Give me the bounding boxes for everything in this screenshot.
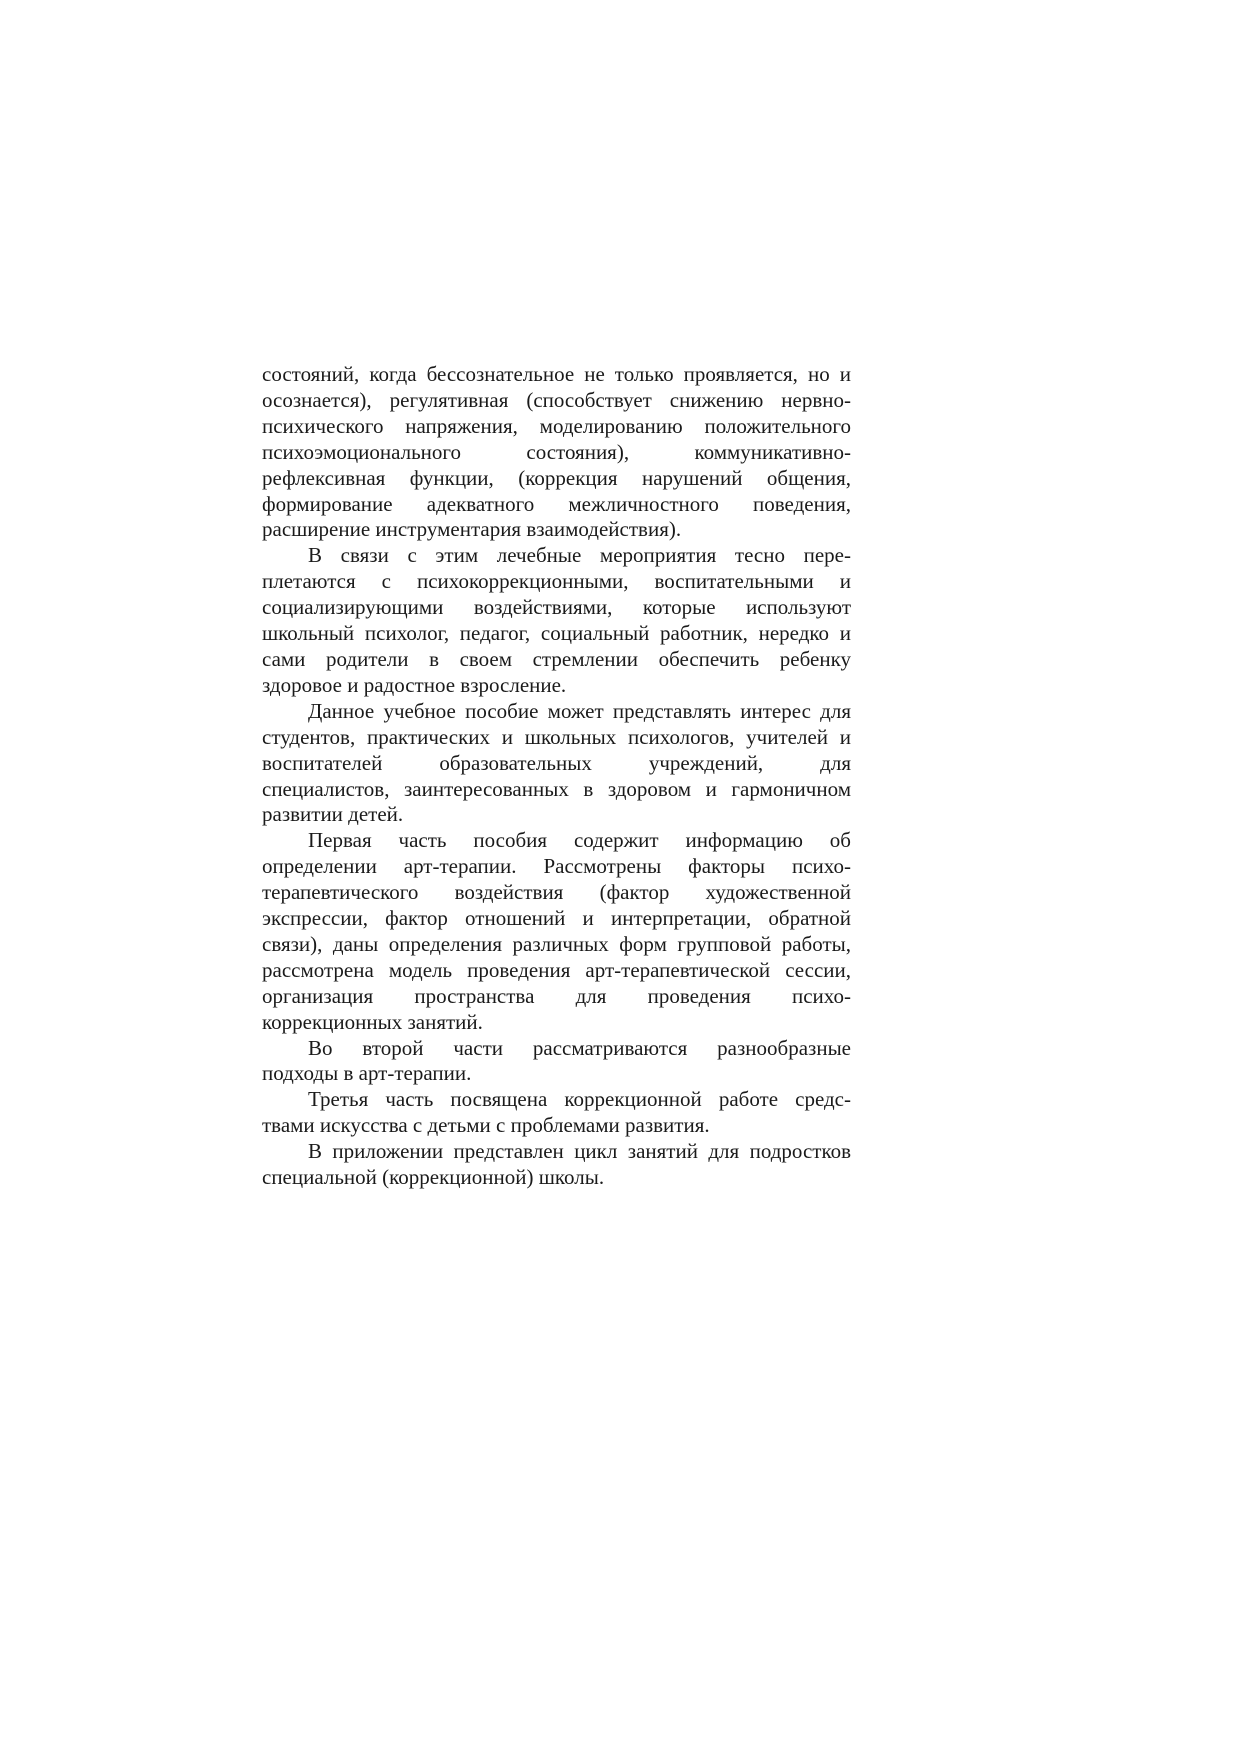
text-line: организация пространства для проведения психо- (262, 983, 851, 1008)
text-line: экспрессии, фактор отношений и интерпретации, обратной (262, 906, 851, 931)
text-line: воспитателей образовательных учреждений, для (262, 750, 851, 775)
text-line: школьный психолог, педагог, социальный работник, нередко и (262, 621, 851, 646)
text-line: Данное учебное пособие может представлять интерес для (308, 698, 851, 723)
text-line: Первая часть пособия содержит информацию об (308, 828, 851, 853)
text-line: расширение инструментария взаимодействия). (262, 517, 682, 542)
text-line: В приложении представлен цикл занятий для подростков (308, 1139, 851, 1164)
text-line: определении арт-терапии. Рассмотрены факторы психо- (262, 854, 851, 879)
text-line: связи), даны определения различных форм групповой работы, (262, 931, 851, 956)
text-line: сами родители в своем стремлении обеспечить ребенку (262, 646, 851, 671)
paragraph-6 (262, 1087, 851, 1139)
text-line: психоэмоционального состояния), коммуникативно- (262, 439, 851, 464)
text-line: здоровое и радостное взросление. (262, 672, 567, 697)
text-line: В связи с этим лечебные мероприятия тесно пере- (308, 543, 851, 568)
text-line: плетаются с психокоррекционными, воспитательными и (262, 569, 851, 594)
text-line: специальной (коррекционной) школы. (262, 1165, 605, 1190)
paragraph-7 (262, 1139, 851, 1191)
text-line: терапевтического воздействия (фактор художественной (262, 880, 851, 905)
text-line: Во второй части рассматриваются разнообразные (308, 1035, 851, 1060)
text-line: формирование адекватного межличностного поведения, (262, 491, 851, 516)
text-line: развитии детей. (262, 802, 404, 827)
body-text (262, 362, 851, 1191)
paragraph-4 (262, 828, 851, 1035)
text-line: специалистов, заинтересованных в здоровом и гармоничном (262, 776, 851, 801)
text-line: коррекционных занятий. (262, 1009, 483, 1034)
text-line: твами искусства с детьми с проблемами развития. (262, 1113, 710, 1138)
text-line: осознается), регулятивная (способствует снижению нервно- (262, 387, 851, 412)
paragraph-3 (262, 699, 851, 829)
text-line: психического напряжения, моделированию положительного (262, 413, 851, 438)
text-line: рефлексивная функции, (коррекция нарушений общения, (262, 465, 851, 490)
paragraph-5 (262, 1036, 851, 1088)
text-line: студентов, практических и школьных психологов, учителей и (262, 724, 851, 749)
text-line: социализирующими воздействиями, которые используют (262, 595, 851, 620)
text-line: подходы в арт-терапии. (262, 1061, 472, 1086)
text-line: рассмотрена модель проведения арт-терапевтической сессии, (262, 957, 851, 982)
paragraph-2 (262, 543, 851, 698)
paragraph-1 (262, 362, 851, 543)
text-line: состояний, когда бессознательное не только проявляется, но и (262, 362, 851, 386)
text-line: Третья часть посвящена коррекционной работе средс- (308, 1087, 851, 1112)
